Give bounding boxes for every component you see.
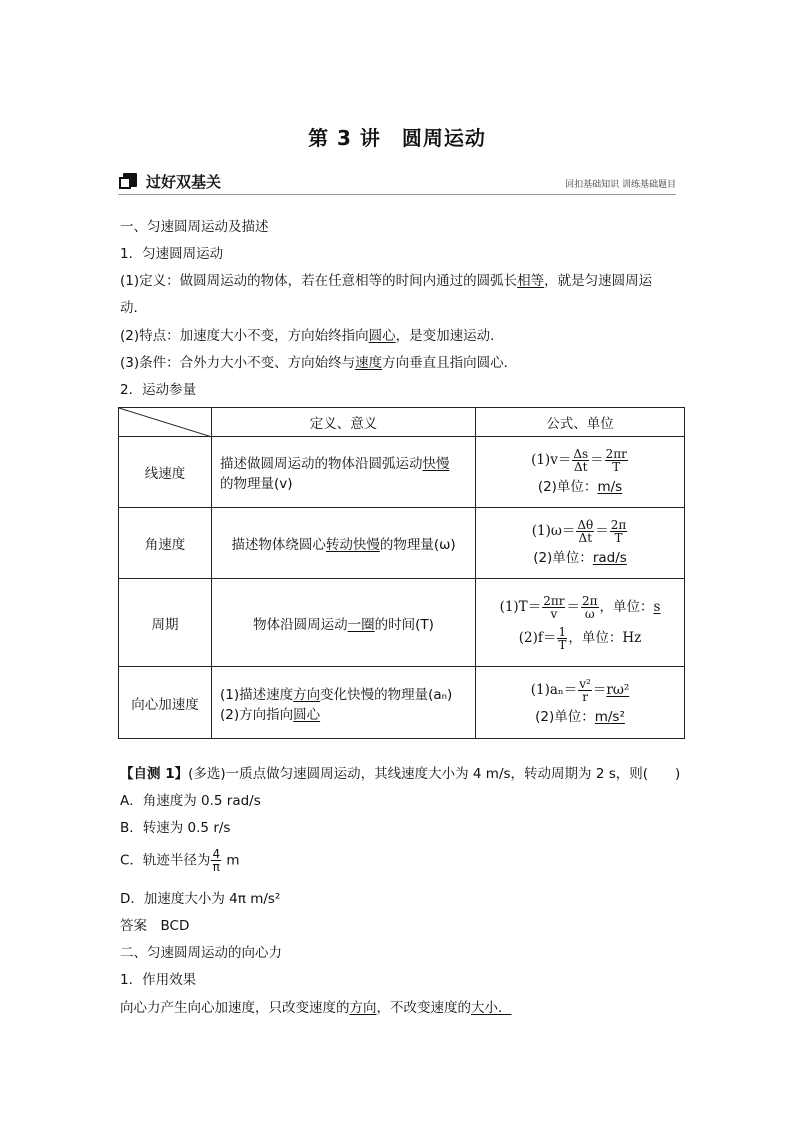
formula [476, 595, 684, 620]
underlined-term: 圆心 [368, 328, 396, 344]
feature-line [120, 327, 504, 345]
quiz-tag: 【自测 1】 [120, 766, 189, 782]
section1-heading: 一、匀速圆周运动及描述 [120, 219, 269, 235]
denominator: T [558, 637, 567, 652]
row-definition [212, 508, 476, 579]
denominator: ω [584, 606, 595, 621]
diagonal-line [119, 408, 212, 437]
text: 的时间(T) [374, 616, 434, 633]
fraction [211, 848, 221, 873]
fraction [610, 519, 628, 544]
fraction [572, 448, 589, 473]
fraction [581, 595, 599, 620]
numerator: 2π [610, 517, 627, 532]
underlined-term: 相等 [517, 273, 545, 289]
text: (1)定义：做圆周运动的物体，若在任意相等的时间内通过的圆弧长 [120, 273, 518, 289]
text: (3)条件：合外力大小不变、方向始终与 [120, 355, 356, 371]
row-name: 角速度 [119, 508, 212, 579]
denominator: T [612, 459, 621, 474]
section2-text [120, 999, 512, 1017]
underlined-unit: m/s [597, 478, 623, 495]
underlined-term: 方向 [349, 1000, 377, 1016]
text: m [222, 852, 240, 869]
section1-sub1: 1．匀速圆周运动 [120, 246, 224, 262]
row-name: 周期 [119, 579, 212, 667]
text: (1)描述速度 [220, 686, 294, 703]
row-formula [476, 667, 685, 739]
definition-line [120, 272, 652, 290]
numerator: 2πr [605, 446, 627, 461]
underlined-term: 一圈 [347, 616, 375, 633]
table-row [119, 579, 685, 667]
text: (1)aₙ＝ [530, 682, 578, 698]
header-formula: 公式、单位 [476, 408, 685, 437]
numerator: 1 [558, 624, 567, 639]
table-row [119, 437, 685, 508]
text: ，单位： [599, 598, 654, 615]
unit-line [476, 548, 684, 568]
option-a: A．角速度为 0.5 rad/s [120, 793, 261, 809]
formula [476, 519, 684, 544]
underlined-unit: s [653, 598, 661, 615]
text: 物体沿圆周运动 [253, 616, 348, 633]
section1-sub2: 2．运动参量 [120, 382, 197, 398]
text: ＝ [595, 522, 609, 539]
table-header-row [119, 408, 685, 437]
text: (2)单位： [535, 709, 595, 725]
condition-line [120, 354, 517, 372]
underlined-term: 大小． [471, 1000, 512, 1016]
unit-line [476, 477, 684, 497]
underlined-unit: rad/s [592, 549, 627, 566]
text: 变化快慢的物理量(aₙ) [320, 686, 453, 703]
text: ＝ [566, 598, 580, 615]
fraction [605, 448, 628, 473]
option-c [120, 848, 240, 873]
text: ，不改变速度的 [376, 1000, 471, 1016]
numerator: Δθ [577, 517, 594, 532]
denominator: Δt [573, 459, 588, 474]
text: (多选)一质点做匀速圆周运动，其线速度大小为 4 m/s，转动周期为 2 s，则( ) [188, 766, 681, 782]
banner-title: 过好双基关 [146, 173, 222, 191]
fraction [576, 519, 594, 544]
text: (2)方向指向 [220, 706, 294, 723]
underlined-term: 快慢 [422, 456, 450, 472]
numerator: v² [579, 677, 591, 691]
text: (2)特点：加速度大小不变，方向始终指向 [120, 328, 369, 344]
text: (2)单位： [537, 478, 598, 495]
denominator: v [550, 606, 558, 621]
section2-sub1: 1．作用效果 [120, 972, 197, 988]
unit-line [476, 707, 684, 727]
text: 的物理量(ω) [379, 537, 456, 553]
formula [476, 448, 684, 473]
text: 的物理量(v) [220, 476, 293, 492]
parameters-table [118, 407, 685, 739]
text: ，单位：Hz [568, 629, 642, 646]
diagonal-cell [119, 408, 212, 437]
numerator: 4 [212, 847, 221, 861]
row-name: 向心加速度 [119, 667, 212, 739]
answer: 答案 BCD [120, 918, 190, 934]
numerator: 2πr [543, 593, 565, 608]
table-row [119, 508, 685, 579]
quiz-stem [120, 765, 680, 783]
underlined-term: 方向 [293, 686, 321, 703]
formula [476, 678, 684, 703]
text: 方向垂直且指向圆心． [382, 355, 518, 371]
underlined-term: 圆心 [293, 706, 321, 723]
denominator: π [212, 860, 220, 874]
option-b: B．转速为 0.5 r/s [120, 820, 231, 836]
text: (1)T＝ [499, 598, 542, 615]
header-definition: 定义、意义 [212, 408, 476, 437]
option-d: D．加速度大小为 4π m/s² [120, 891, 281, 907]
row-definition [212, 667, 476, 739]
text: ，就是匀速圆周运 [544, 273, 653, 289]
section-banner [118, 170, 676, 195]
fraction [542, 595, 565, 620]
fraction [578, 678, 592, 703]
text: (2)单位： [533, 549, 593, 566]
numerator: 2π [581, 593, 598, 608]
text: C．轨迹半径为 [120, 852, 211, 869]
underlined-term: 速度 [355, 355, 383, 371]
text: ＝ [590, 451, 604, 468]
text: (1)ω＝ [531, 522, 576, 539]
row-definition [212, 437, 476, 508]
fraction [557, 626, 567, 651]
text: ＝ [592, 682, 607, 698]
banner-subtitle: 回扣基础知识 训练基础题目 [565, 180, 676, 190]
text: 描述物体绕圆心 [231, 537, 326, 553]
text: ，是变加速运动． [395, 328, 504, 344]
denominator: Δt [578, 530, 593, 545]
row-formula [476, 579, 685, 667]
formula [476, 626, 684, 651]
banner-square-icon [123, 173, 137, 187]
row-name: 线速度 [119, 437, 212, 508]
underlined-term: 转动快慢 [325, 537, 380, 553]
underlined-formula: rω² [606, 682, 630, 698]
page-title: 第 3 讲 圆周运动 [308, 126, 486, 150]
definition-line-cont: 动． [120, 300, 147, 316]
row-definition [212, 579, 476, 667]
text: 描述做圆周运动的物体沿圆弧运动 [220, 456, 423, 472]
row-formula [476, 437, 685, 508]
text: (1)v＝ [531, 451, 572, 468]
text: 向心力产生向心加速度，只改变速度的 [120, 1000, 350, 1016]
underlined-unit: m/s² [594, 709, 625, 725]
numerator: Δs [573, 446, 589, 461]
denominator: T [614, 530, 623, 545]
denominator: r [582, 690, 588, 704]
section2-heading: 二、匀速圆周运动的向心力 [120, 945, 282, 961]
text: (2)f＝ [518, 629, 557, 646]
table-row [119, 667, 685, 739]
row-formula [476, 508, 685, 579]
